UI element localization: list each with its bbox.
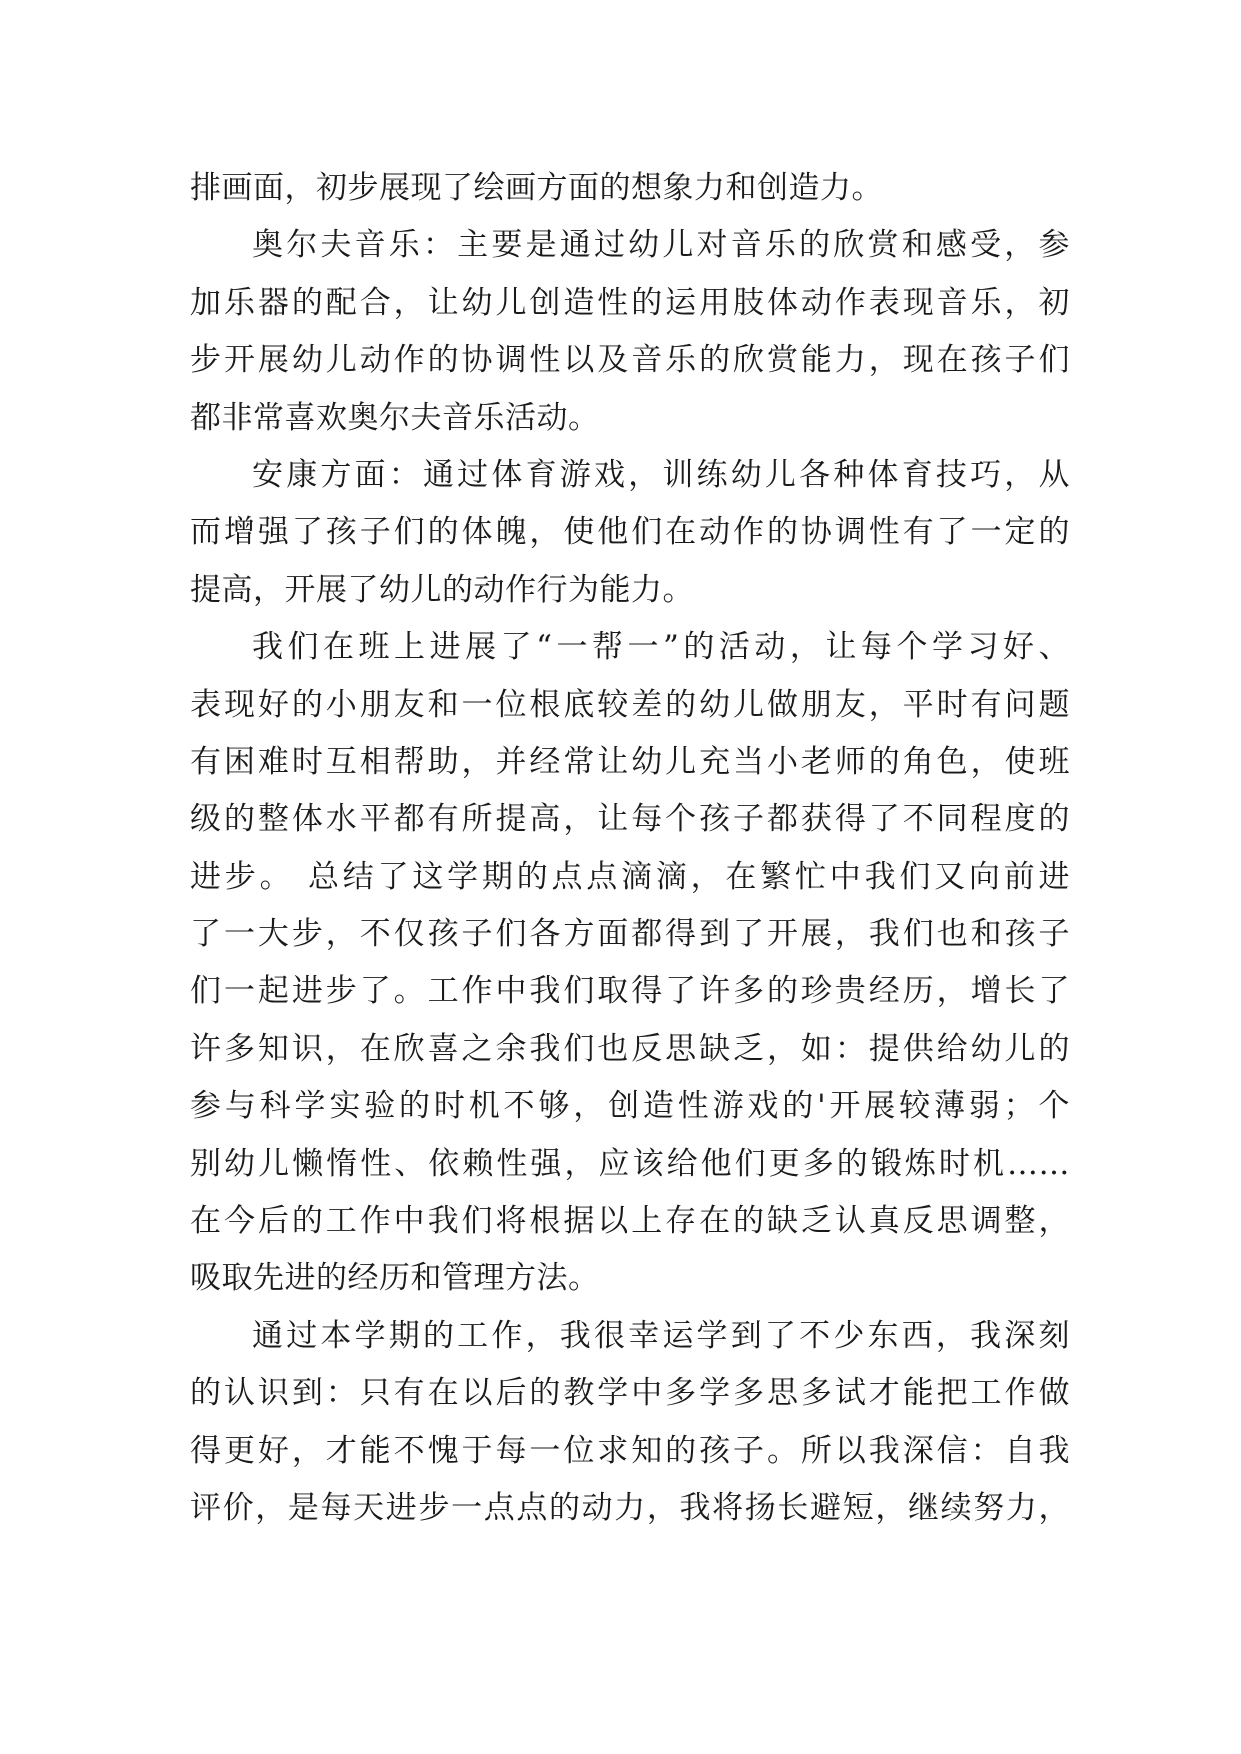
text-line: 排画面，初步展现了绘画方面的想象力和创造力。	[190, 170, 883, 206]
text-line: 安康方面：通过体育游戏，训练幼儿各种体育技巧，从	[252, 456, 1070, 493]
text-line: 得更好，才能不愧于每一位求知的孩子。所以我深信：自我	[190, 1432, 1070, 1469]
text-line: 有困难时互相帮助，并经常让幼儿充当小老师的角色，使班	[190, 743, 1070, 780]
text-line: 步开展幼儿动作的协调性以及音乐的欣赏能力，现在孩子们	[190, 342, 1070, 379]
text-line: 参与科学实验的时机不够，创造性游戏的'开展较薄弱；个	[190, 1088, 1070, 1125]
text-line: 通过本学期的工作，我很幸运学到了不少东西，我深刻	[252, 1317, 1070, 1354]
text-line: 都非常喜欢奥尔夫音乐活动。	[190, 399, 600, 436]
text-line: 的认识到：只有在以后的教学中多学多思多试才能把工作做	[190, 1375, 1070, 1412]
text-line: 吸取先进的经历和管理方法。	[190, 1260, 600, 1297]
text-line: 在今后的工作中我们将根据以上存在的缺乏认真反思调整，	[190, 1203, 1070, 1240]
text-line: 加乐器的配合，让幼儿创造性的运用肢体动作表现音乐，初	[190, 284, 1070, 321]
text-line: 进步。 总结了这学期的点点滴滴，在繁忙中我们又向前进	[190, 858, 1070, 895]
text-line: 级的整体水平都有所提高，让每个孩子都获得了不同程度的	[190, 801, 1070, 838]
text-line: 许多知识，在欣喜之余我们也反思缺乏，如：提供给幼儿的	[190, 1030, 1070, 1067]
text-line: 我们在班上进展了“一帮一”的活动，让每个学习好、	[252, 629, 1070, 666]
text-line: 了一大步，不仅孩子们各方面都得到了开展，我们也和孩子	[190, 916, 1070, 953]
text-line: 别幼儿懒惰性、依赖性强，应该给他们更多的锻炼时机……	[190, 1145, 1070, 1182]
text-line: 而增强了孩子们的体魄，使他们在动作的协调性有了一定的	[190, 514, 1070, 551]
text-line: 提高，开展了幼儿的动作行为能力。	[190, 571, 694, 608]
text-line: 表现好的小朋友和一位根底较差的幼儿做朋友，平时有问题	[190, 686, 1070, 723]
text-line: 评价，是每天进步一点点的动力，我将扬长避短，继续努力，	[190, 1489, 1070, 1526]
text-line: 们一起进步了。工作中我们取得了许多的珍贵经历，增长了	[190, 973, 1070, 1010]
text-line: 奥尔夫音乐：主要是通过幼儿对音乐的欣赏和感受，参	[252, 227, 1070, 264]
document-body	[190, 160, 1070, 1537]
